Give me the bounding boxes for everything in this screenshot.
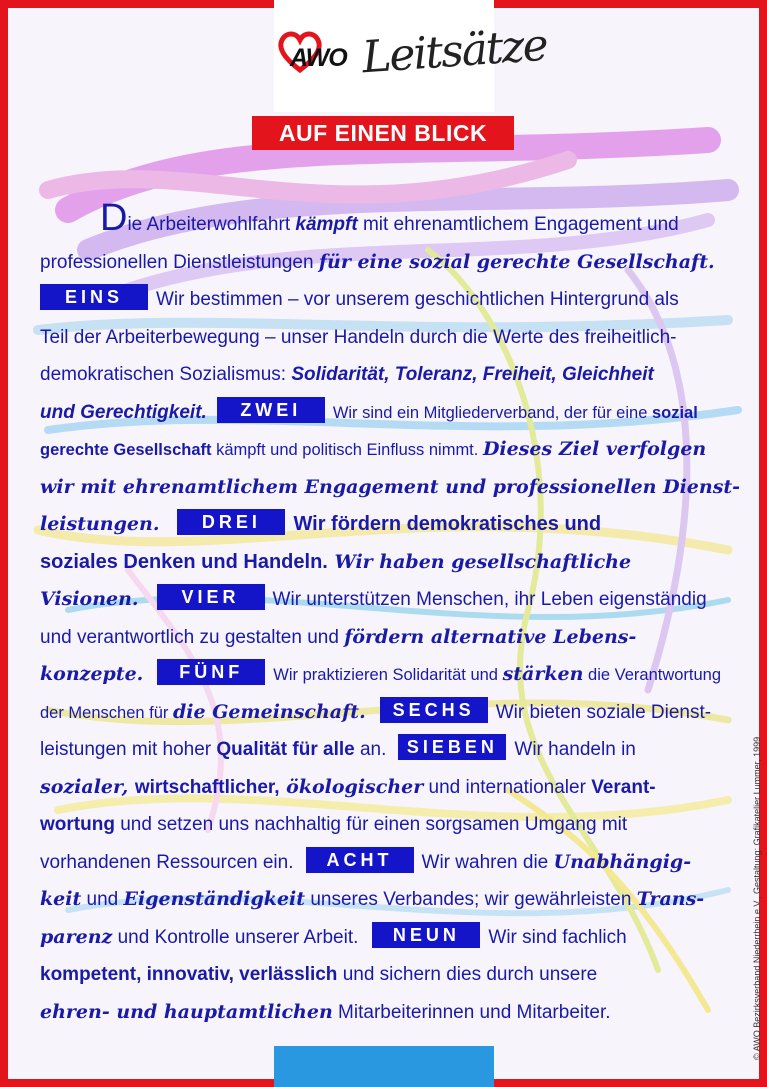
text-span: Wir wahren die <box>421 851 554 873</box>
text-line <box>40 281 730 319</box>
logo-awo-text: AWO <box>290 44 347 72</box>
text-line <box>40 881 730 919</box>
text-span: und sichern dies durch unsere <box>337 964 598 985</box>
emphasis: soziales Denken und Handeln. <box>40 550 328 573</box>
text-line <box>40 197 730 244</box>
text-span: der Menschen für <box>40 703 173 722</box>
text-line <box>40 544 730 582</box>
text-span: Mitarbeiterinnen und Mitarbeiter. <box>332 1001 611 1023</box>
copyright-note: © AWO Bezirksverband Niederrhein e.V., Gestaltung: Grafikatelier Lummer, 1999 <box>752 736 762 1060</box>
tag-eins: EINS <box>40 284 148 310</box>
emphasis: Verant- <box>591 776 656 798</box>
tag-acht: ACHT <box>306 847 414 873</box>
text-line <box>40 731 730 769</box>
emphasis: Wir fördern demokratisches und <box>293 513 602 535</box>
emphasis: für eine sozial gerechte Gesellschaft. <box>318 250 715 273</box>
emphasis: wortung <box>40 814 115 835</box>
tag-neun: NEUN <box>372 922 480 948</box>
text-span: und Kontrolle unserer Arbeit. <box>112 926 359 948</box>
text-span: Wir sind fachlich <box>488 926 627 948</box>
text-line <box>40 694 730 732</box>
emphasis: die Gemeinschaft. <box>172 700 366 723</box>
text-line <box>40 656 730 694</box>
emphasis: Trans- <box>636 888 705 910</box>
text-span: an. <box>354 739 387 760</box>
text-line <box>40 581 730 619</box>
emphasis: sozialer, <box>40 775 135 798</box>
text-span: und internationaler <box>423 776 592 798</box>
text-line <box>40 356 730 394</box>
emphasis: parenz <box>40 925 113 948</box>
emphasis: leistungen. <box>40 513 160 535</box>
emphasis: kämpft <box>295 214 358 235</box>
logo-leitsaetze-text: Leitsätze <box>360 19 549 84</box>
tag-vier: VIER <box>157 584 265 610</box>
text-span: mit ehrenamtlichem Engagement und <box>357 214 679 235</box>
emphasis: ehren- und hauptamtlichen <box>40 1000 333 1023</box>
dropcap: D <box>100 197 128 239</box>
emphasis: Eigenständigkeit <box>123 888 306 910</box>
emphasis: Qualität für alle <box>216 739 355 760</box>
emphasis: Solidarität, Toleranz, Freiheit, Gleichheit <box>291 364 654 385</box>
emphasis: sozial <box>651 403 698 422</box>
text-line <box>40 319 730 357</box>
text-line <box>40 844 730 882</box>
text-span: vorhandenen Ressourcen ein. <box>40 851 294 873</box>
text-line <box>40 919 730 957</box>
text-span: die Verantwortung <box>583 666 722 684</box>
text-span: Wir bieten soziale Dienst- <box>495 701 712 723</box>
text-span: Wir unterstützen Menschen, ihr Leben eigenständig <box>272 589 707 610</box>
text-span: unseres Verbandes; wir gewährleisten <box>305 889 637 910</box>
bottom-blue-bar <box>274 1046 494 1087</box>
text-line <box>40 469 741 507</box>
emphasis: stärken <box>502 663 584 685</box>
main-text <box>40 197 741 1031</box>
emphasis: wir mit ehrenamtlichem Engagement und professionellen Dienst- <box>40 475 741 498</box>
emphasis: Dieses Ziel verfolgen <box>482 438 707 460</box>
page-title-banner: AUF EINEN BLICK <box>252 116 514 150</box>
emphasis: kompetent, innovativ, verlässlich <box>40 964 338 985</box>
tag-sieben: SIEBEN <box>398 734 506 760</box>
tag-drei: DREI <box>177 509 285 535</box>
text-span: Wir sind ein Mitgliederverband, der für eine <box>332 403 652 422</box>
emphasis: gerechte Gesellschaft <box>40 441 212 459</box>
text-span: und <box>81 889 124 910</box>
emphasis: wirtschaftlicher, <box>134 776 280 798</box>
emphasis: konzepte. <box>40 663 144 685</box>
text-line <box>40 769 730 807</box>
tag-fuenf: FÜNF <box>157 659 265 685</box>
emphasis: ökologischer <box>279 775 424 798</box>
tag-zwei: ZWEI <box>217 397 325 423</box>
text-span: ie Arbeiterwohlfahrt <box>127 214 296 235</box>
text-line <box>40 806 730 844</box>
text-span: Wir handeln in <box>514 739 636 760</box>
text-line <box>40 619 730 657</box>
emphasis: fördern alternative Lebens- <box>344 625 637 648</box>
text-span: Wir praktizieren Solidarität und <box>273 666 503 684</box>
emphasis: keit <box>40 888 82 910</box>
text-line <box>40 244 730 282</box>
text-line <box>40 956 730 994</box>
text-span: leistungen mit hoher <box>40 739 217 760</box>
text-span: und setzen uns nachhaltig für einen sorgsamen Umgang mit <box>114 814 628 835</box>
text-span: demokratischen Sozialismus: <box>40 364 292 385</box>
text-span: Wir bestimmen – vor unserem geschichtlichen Hintergrund als <box>156 289 679 310</box>
emphasis: Visionen. <box>40 588 139 610</box>
logo <box>274 0 549 112</box>
tag-sechs: SECHS <box>380 697 488 723</box>
text-line <box>40 994 730 1032</box>
text-span: kämpft und politisch Einfluss nimmt. <box>211 441 483 459</box>
text-span: Teil der Arbeiterbewegung – unser Handeln durch die Werte des freiheitlich- <box>40 326 677 348</box>
text-span: und verantwortlich zu gestalten und <box>40 626 345 648</box>
emphasis: Unabhängig- <box>553 850 692 873</box>
emphasis: Wir haben gesellschaftliche <box>327 550 632 573</box>
text-span: professionellen Dienstleistungen <box>40 251 319 273</box>
emphasis: und Gerechtigkeit. <box>40 401 207 423</box>
text-line <box>40 394 730 432</box>
text-line <box>40 506 730 544</box>
text-line <box>40 431 730 469</box>
